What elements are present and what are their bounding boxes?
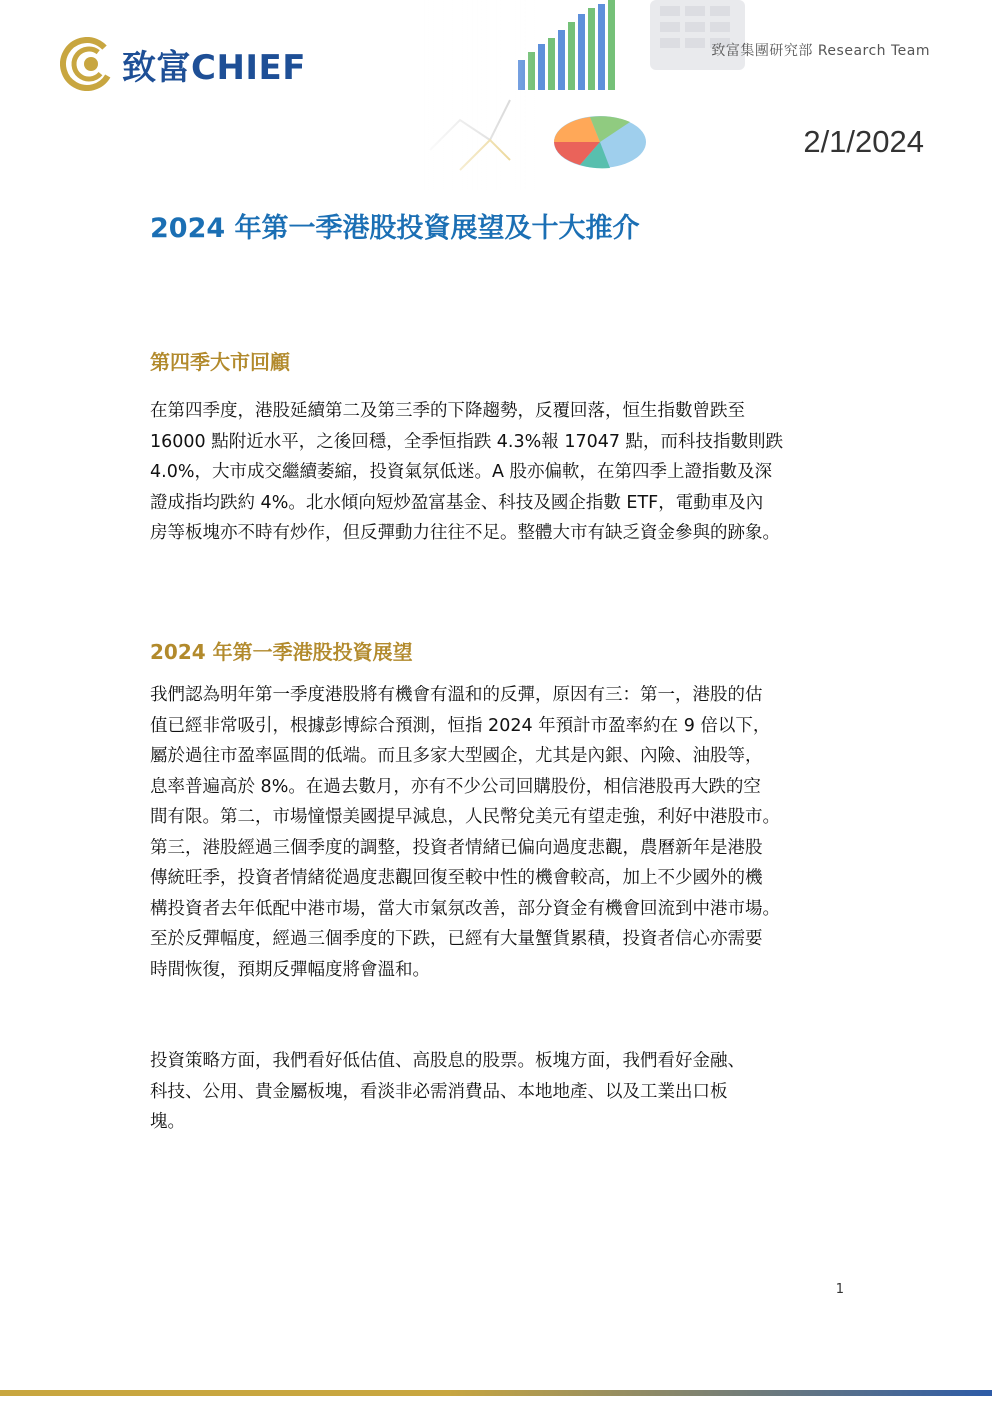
section-heading-2024-outlook: 2024 年第一季港股投資展望 <box>150 640 413 664</box>
section-strategy-body <box>150 1046 850 1138</box>
footer-divider <box>0 1390 992 1396</box>
section-heading-q4-review: 第四季大市回顧 <box>150 350 290 374</box>
text-line: 4.0%，大市成交繼續萎縮，投資氣氛低迷。A 股亦偏軟，在第四季上證指數及深 <box>150 462 772 482</box>
section-outlook-body <box>150 680 850 985</box>
text-line: 構投資者去年低配中港市場，當大市氣氛改善，部分資金有機會回流到中港市場。 <box>150 898 780 919</box>
text-line: 息率普遍高於 8%。在過去數月，亦有不少公司回購股份，相信港股再大跌的空 <box>150 776 761 797</box>
text-line: 時間恢復，預期反彈幅度將會溫和。 <box>150 959 430 980</box>
text-line: 間有限。第二，市場憧憬美國提早減息，人民幣兌美元有望走強，利好中港股市。 <box>150 807 780 827</box>
text-line: 傳統旺季，投資者情緒從過度悲觀回復至較中性的機會較高，加上不少國外的機 <box>150 868 763 888</box>
company-logo <box>60 36 306 92</box>
text-line: 第三，港股經過三個季度的調整，投資者情緒已偏向過度悲觀，農曆新年是港股 <box>150 837 763 858</box>
report-date: 2/1/2024 <box>803 124 924 159</box>
page-number: 1 <box>835 1282 844 1297</box>
chief-logo-icon <box>60 37 114 91</box>
text-line: 16000 點附近水平，之後回穩，全季恒指跌 4.3%報 17047 點，而科技指數則跌 <box>150 431 784 452</box>
text-line: 至於反彈幅度，經過三個季度的下跌，已經有大量蟹貨累積，投資者信心亦需要 <box>150 929 763 949</box>
header-chart-decoration <box>420 0 750 190</box>
text-line: 證成指均跌約 4%。北水傾向短炒盈富基金、科技及國企指數 ETF，電動車及內 <box>150 492 764 513</box>
logo-text: 致富CHIEF <box>122 47 307 88</box>
report-title: 2024 年第一季港股投資展望及十大推介 <box>150 213 640 244</box>
text-line: 房等板塊亦不時有炒作，但反彈動力往往不足。整體大市有缺乏資金參與的跡象。 <box>150 523 780 543</box>
text-line: 塊。 <box>150 1112 185 1132</box>
text-line: 科技、公用、貴金屬板塊，看淡非必需消費品、本地地產、以及工業出口板 <box>150 1081 728 1102</box>
text-line: 我們認為明年第一季度港股將有機會有溫和的反彈，原因有三：第一，港股的估 <box>150 685 763 705</box>
section-q4-review-body <box>150 396 850 549</box>
research-team-label: 致富集團研究部 Research Team <box>711 43 930 59</box>
text-line: 投資策略方面，我們看好低估值、高股息的股票。板塊方面，我們看好金融、 <box>150 1051 745 1071</box>
text-line: 在第四季度，港股延續第二及第三季的下降趨勢，反覆回落，恒生指數曾跌至 <box>150 401 745 421</box>
text-line: 屬於過往市盈率區間的低端。而且多家大型國企，尤其是內銀、內險、油股等， <box>150 746 763 766</box>
text-line: 值已經非常吸引，根據彭博綜合預測，恒指 2024 年預計市盈率約在 9 倍以下， <box>150 715 771 736</box>
